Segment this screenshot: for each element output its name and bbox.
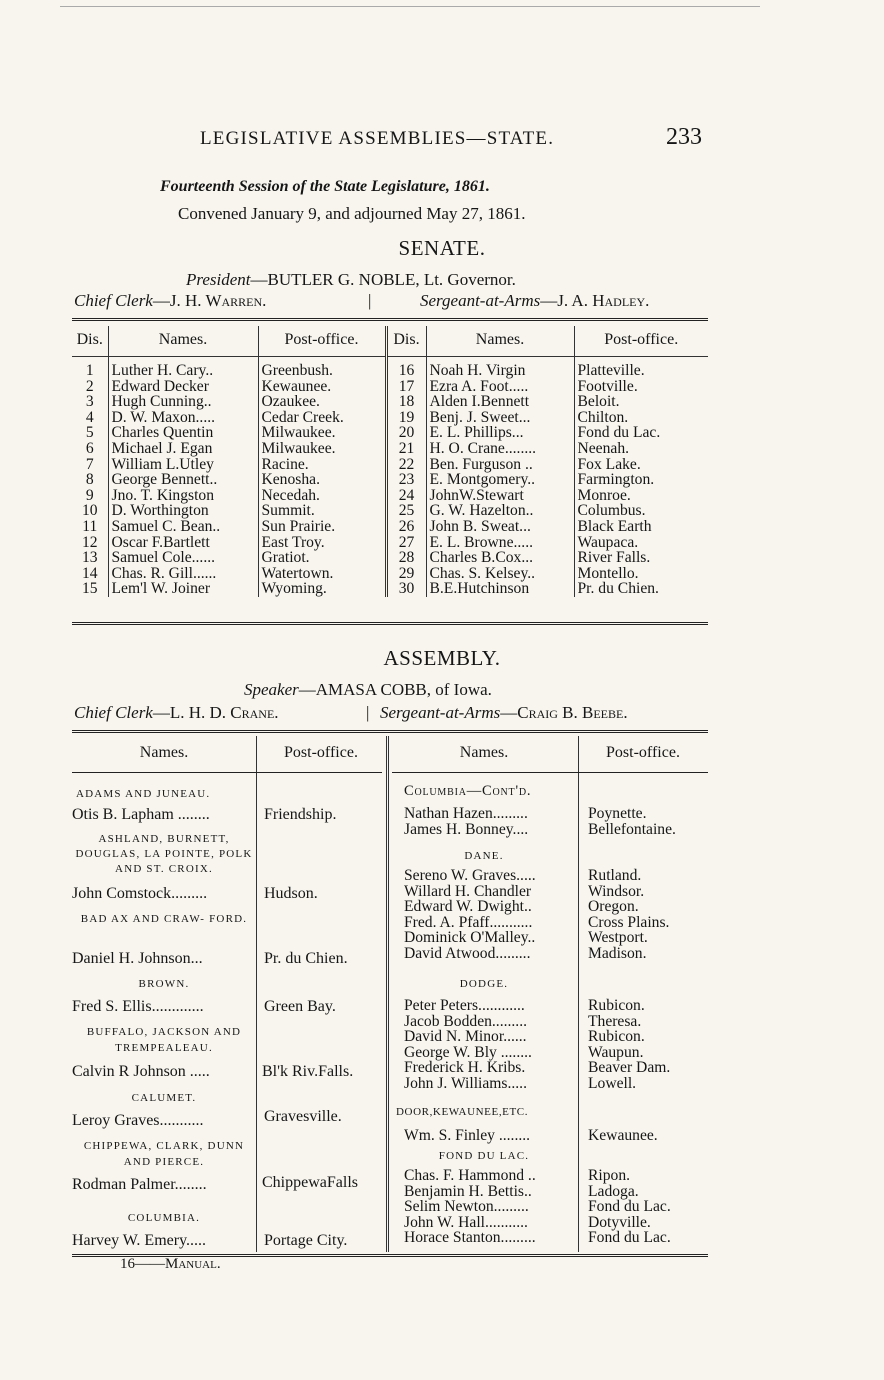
speaker-label: Speaker — [244, 680, 299, 699]
county-ashland-etc: ASHLAND, BURNETT, DOUGLAS, LA POINTE, POLK AND ST. CROIX. — [75, 833, 253, 875]
senator-name: Edward Decker — [108, 379, 258, 395]
list-item — [404, 997, 645, 1014]
member-post-office: Madison. — [588, 944, 647, 962]
member-name: Edward W. Dwight.. — [404, 898, 532, 916]
senate-row — [72, 457, 708, 473]
col-dis: Dis. — [72, 326, 108, 357]
asm-col-post-office-2: Post-office. — [606, 744, 680, 761]
member-name: Fred S. Ellis............. — [72, 998, 204, 1015]
post-office: River Falls. — [577, 549, 651, 567]
post-office: Fox Lake. — [577, 455, 641, 473]
member-post-office: Beaver Dam. — [588, 1059, 671, 1077]
door-members — [404, 1127, 658, 1144]
session-dates: Convened January 9, and adjourned May 27, 1861. — [178, 204, 526, 223]
senator-name: Charles B.Cox... — [426, 550, 574, 566]
senator-name: Noah H. Virgin — [426, 357, 574, 379]
member-post-office: Fond du Lac. — [588, 1198, 671, 1216]
senate-header-row — [72, 326, 708, 357]
post-office: Summit. — [258, 503, 386, 519]
page-number: 233 — [666, 124, 702, 150]
senate-row — [72, 472, 708, 488]
district-number: 9 — [72, 488, 108, 504]
senate-table-bottom-rule — [72, 622, 708, 625]
list-item — [404, 1074, 637, 1092]
member-post-office: Waupun. — [588, 1043, 644, 1061]
post-office: Montello. — [577, 564, 639, 582]
dane-members — [404, 867, 670, 962]
district-number: 8 — [72, 472, 108, 488]
member-name: Nathan Hazen......... — [404, 805, 528, 822]
sergeant-name: —J. A. Hadley. — [540, 291, 650, 310]
asm-header-rule-right — [392, 772, 708, 773]
post-office: Wyoming. — [258, 581, 386, 597]
district-number: 2 — [72, 379, 108, 395]
session-title: Fourteenth Session of the State Legislature, 1861. — [160, 178, 490, 195]
dodge-members — [404, 997, 671, 1092]
senator-name: Chas. S. Kelsey.. — [426, 566, 574, 582]
post-office: Waupaca. — [577, 533, 639, 551]
list-item — [404, 867, 642, 884]
post-office: Sun Prairie. — [258, 519, 386, 535]
assembly-clerk-line — [74, 703, 279, 723]
sergeant-label: Sergeant-at-Arms — [420, 291, 541, 310]
senator-name: John B. Sweat... — [426, 519, 574, 535]
member-name: Daniel H. Johnson... — [72, 950, 203, 967]
running-header-title: LEGISLATIVE ASSEMBLIES—STATE. — [200, 128, 555, 149]
member-post-office: ChippewaFalls — [262, 1174, 358, 1191]
assembly-speaker-line — [244, 680, 492, 700]
list-item — [404, 820, 676, 838]
county-columbia-continued: Columbia—Cont'd. — [404, 783, 532, 799]
member-name: Selim Newton......... — [404, 1198, 529, 1216]
post-office: Milwaukee. — [258, 441, 386, 457]
post-office: Greenbush. — [258, 357, 386, 379]
member-name: Rodman Palmer........ — [72, 1176, 207, 1193]
member-name: Wm. S. Finley ........ — [404, 1127, 531, 1144]
post-office: Beloit. — [577, 393, 620, 411]
senator-name: B.E.Hutchinson — [426, 581, 574, 597]
member-name: Dominick O'Malley.. — [404, 929, 536, 947]
senate-row — [72, 425, 708, 441]
clerk-name: —J. H. Warren. — [152, 291, 267, 310]
district-number: 10 — [72, 503, 108, 519]
senate-row — [72, 357, 708, 379]
member-post-office: Rubicon. — [588, 1028, 645, 1046]
member-post-office: Gravesville. — [264, 1108, 342, 1125]
district-number: 20 — [386, 425, 426, 441]
member-post-office: Pr. du Chien. — [264, 950, 348, 967]
district-number: 24 — [386, 488, 426, 504]
member-name: Jacob Bodden......... — [404, 1012, 527, 1030]
list-item — [404, 929, 648, 947]
list-item — [404, 1059, 671, 1077]
senate-row — [72, 519, 708, 535]
senate-table — [72, 326, 708, 597]
senator-name: Ezra A. Foot..... — [426, 379, 574, 395]
post-office: Kewaunee. — [258, 379, 386, 395]
member-post-office: Rubicon. — [588, 997, 645, 1014]
post-office: Neenah. — [577, 439, 630, 457]
list-item — [404, 1229, 671, 1247]
list-item — [404, 1012, 642, 1030]
post-office: Footville. — [577, 377, 638, 395]
assembly-heading: ASSEMBLY. — [383, 646, 501, 670]
clerk-label: Chief Clerk — [74, 291, 153, 310]
senate-row — [72, 550, 708, 566]
county-door-kewaunee: DOOR,KEWAUNEE,ETC. — [396, 1106, 529, 1118]
post-office: Milwaukee. — [258, 425, 386, 441]
member-post-office: Theresa. — [588, 1012, 642, 1030]
senator-name: H. O. Crane........ — [426, 441, 574, 457]
district-number: 21 — [386, 441, 426, 457]
list-item — [404, 1198, 671, 1216]
list-item — [404, 898, 639, 916]
district-number: 18 — [386, 394, 426, 410]
senator-name: Michael J. Egan — [108, 441, 258, 457]
member-name: Otis B. Lapham ........ — [72, 806, 210, 823]
senator-name: William L.Utley — [108, 457, 258, 473]
post-office: Farmington. — [577, 471, 655, 489]
member-post-office: Hudson. — [264, 885, 318, 902]
senator-name: Benj. J. Sweet... — [426, 410, 574, 426]
senator-name: Luther H. Cary.. — [108, 357, 258, 379]
post-office: Necedah. — [258, 488, 386, 504]
member-name: Chas. F. Hammond .. — [404, 1167, 536, 1184]
list-item — [404, 882, 645, 900]
member-post-office: Lowell. — [588, 1074, 637, 1092]
county-brown: BROWN. — [138, 978, 190, 990]
col-post-office: Post-office. — [258, 326, 386, 357]
post-office: Fond du Lac. — [577, 424, 661, 442]
member-post-office: Fond du Lac. — [588, 1229, 671, 1247]
member-name: Harvey W. Emery..... — [72, 1232, 207, 1249]
district-number: 29 — [386, 566, 426, 582]
fond-du-lac-members — [404, 1167, 671, 1247]
district-number: 14 — [72, 566, 108, 582]
col-post-office-2: Post-office. — [574, 326, 708, 357]
col-dis-2: Dis. — [386, 326, 426, 357]
county-dodge: DODGE. — [459, 978, 509, 990]
post-office: Black Earth — [577, 517, 652, 535]
district-number: 30 — [386, 581, 426, 597]
member-post-office: Ladoga. — [588, 1182, 639, 1200]
district-number: 26 — [386, 519, 426, 535]
member-post-office: Dotyville. — [588, 1213, 651, 1231]
district-number: 27 — [386, 535, 426, 551]
top-edge-rule — [60, 6, 760, 7]
senator-name: Lem'l W. Joiner — [108, 581, 258, 597]
list-item — [404, 1127, 658, 1144]
assembly-divider-1 — [256, 736, 257, 1252]
member-post-office: Bl'k Riv.Falls. — [262, 1063, 354, 1080]
district-number: 12 — [72, 535, 108, 551]
district-number: 7 — [72, 457, 108, 473]
asm-col-names: Names. — [139, 744, 189, 761]
senator-name: Hugh Cunning.. — [108, 394, 258, 410]
senator-name: D. W. Maxon..... — [108, 410, 258, 426]
member-name: David Atwood......... — [404, 944, 531, 962]
county-fond-du-lac: FOND DU LAC. — [438, 1150, 530, 1162]
member-name: Fred. A. Pfaff........... — [404, 913, 533, 931]
post-office: Columbus. — [577, 502, 646, 520]
senator-name: Ben. Furguson .. — [426, 457, 574, 473]
senate-row — [72, 441, 708, 457]
col-names: Names. — [108, 326, 258, 357]
member-name: David N. Minor...... — [404, 1028, 527, 1046]
member-name: Frederick H. Kribs. — [404, 1059, 526, 1077]
member-name: John Comstock......... — [72, 885, 208, 902]
assembly-sergeant-name: —Craig B. Beebe. — [500, 703, 628, 722]
member-post-office: Cross Plains. — [588, 913, 670, 931]
post-office: Monroe. — [577, 486, 631, 504]
post-office: Platteville. — [577, 362, 645, 379]
district-number: 23 — [386, 472, 426, 488]
list-item — [404, 1028, 645, 1046]
member-post-office: Kewaunee. — [588, 1127, 658, 1144]
county-chippewa-clark: CHIPPEWA, CLARK, DUNN AND PIERCE. — [83, 1140, 245, 1168]
senate-sergeant-line — [420, 291, 649, 311]
county-bad-ax-crawford: BAD AX AND CRAW- FORD. — [80, 913, 248, 925]
member-name: James H. Bonney.... — [404, 820, 529, 838]
member-name: Willard H. Chandler — [404, 882, 532, 900]
post-office: Chilton. — [577, 408, 629, 426]
senate-row — [72, 535, 708, 551]
senator-name: D. Worthington — [108, 503, 258, 519]
member-post-office: Bellefontaine. — [588, 820, 676, 838]
asm-header-rule-left — [72, 772, 382, 773]
asm-col-names-2: Names. — [459, 744, 509, 761]
district-number: 19 — [386, 410, 426, 426]
assembly-officer-separator: | — [366, 703, 370, 722]
senator-name: E. L. Browne..... — [426, 535, 574, 551]
post-office: Kenosha. — [258, 472, 386, 488]
senate-row — [72, 379, 708, 395]
district-number: 1 — [72, 357, 108, 379]
district-number: 3 — [72, 394, 108, 410]
member-post-office: Oregon. — [588, 898, 639, 916]
assembly-table-top-rule — [72, 730, 708, 733]
senate-table-top-rule — [72, 318, 708, 321]
list-item — [404, 1213, 651, 1231]
assembly-clerk-name: —L. H. D. Crane. — [152, 703, 279, 722]
post-office: Ozaukee. — [258, 394, 386, 410]
senator-name: Chas. R. Gill...... — [108, 566, 258, 582]
district-number: 6 — [72, 441, 108, 457]
county-columbia: COLUMBIA. — [127, 1212, 201, 1224]
list-item — [404, 1043, 644, 1061]
district-number: 16 — [386, 357, 426, 379]
senator-name: E. L. Phillips... — [426, 425, 574, 441]
district-number: 13 — [72, 550, 108, 566]
member-post-office: Green Bay. — [264, 998, 336, 1015]
senator-name: G. W. Hazelton.. — [426, 503, 574, 519]
senator-name: Charles Quentin — [108, 425, 258, 441]
senator-name: JohnW.Stewart — [426, 488, 574, 504]
district-number: 15 — [72, 581, 108, 597]
member-name: Sereno W. Graves..... — [404, 867, 536, 884]
member-post-office: Ripon. — [588, 1167, 631, 1184]
district-number: 28 — [386, 550, 426, 566]
member-name: Horace Stanton......... — [404, 1229, 536, 1247]
district-number: 22 — [386, 457, 426, 473]
senator-name: Jno. T. Kingston — [108, 488, 258, 504]
member-name: Leroy Graves........... — [72, 1112, 204, 1129]
district-number: 11 — [72, 519, 108, 535]
district-number: 4 — [72, 410, 108, 426]
col-names-2: Names. — [426, 326, 574, 357]
senate-row — [72, 581, 708, 597]
member-name: Benjamin H. Bettis.. — [404, 1182, 532, 1200]
senator-name: Oscar F.Bartlett — [108, 535, 258, 551]
footer-signature — [120, 1256, 221, 1273]
member-post-office: Windsor. — [588, 882, 645, 900]
post-office: Gratiot. — [258, 550, 386, 566]
senator-name: Samuel C. Bean.. — [108, 519, 258, 535]
senator-name: Alden I.Bennett — [426, 394, 574, 410]
member-post-office: Portage City. — [264, 1232, 348, 1249]
assembly-clerk-label: Chief Clerk — [74, 703, 153, 722]
member-name: Peter Peters............ — [404, 997, 525, 1014]
list-item — [404, 1167, 631, 1184]
county-dane: DANE. — [464, 850, 504, 862]
president-name: —BUTLER G. NOBLE, Lt. Governor. — [250, 270, 516, 289]
president-label: President — [186, 270, 251, 289]
post-office: Racine. — [258, 457, 386, 473]
assembly-divider-2 — [386, 736, 389, 1252]
senate-row — [72, 488, 708, 504]
senate-clerk-line — [74, 291, 266, 311]
assembly-sergeant-line — [380, 703, 628, 723]
assembly-divider-3 — [578, 736, 579, 1252]
list-item — [404, 805, 647, 822]
post-office: Cedar Creek. — [258, 410, 386, 426]
member-name: Calvin R Johnson ..... — [72, 1063, 210, 1080]
post-office: Watertown. — [258, 566, 386, 582]
senate-row — [72, 410, 708, 426]
post-office: Pr. du Chien. — [577, 580, 659, 598]
county-calumet: CALUMET. — [131, 1092, 197, 1104]
county-adams-juneau: ADAMS AND JUNEAU. — [76, 788, 211, 800]
member-post-office: Westport. — [588, 929, 648, 947]
district-number: 25 — [386, 503, 426, 519]
district-number: 17 — [386, 379, 426, 395]
district-number: 5 — [72, 425, 108, 441]
list-item — [404, 944, 647, 962]
county-buffalo-jackson: BUFFALO, JACKSON AND TREMPEALEAU. — [86, 1026, 242, 1054]
list-item — [404, 1182, 639, 1200]
member-post-office: Friendship. — [264, 806, 337, 823]
senate-row — [72, 394, 708, 410]
member-post-office: Poynette. — [588, 805, 647, 822]
officer-separator: | — [368, 291, 372, 310]
asm-col-post-office: Post-office. — [284, 744, 358, 761]
speaker-name: —AMASA COBB, of Iowa. — [298, 680, 492, 699]
senate-row — [72, 566, 708, 582]
senate-heading: SENATE. — [398, 236, 486, 260]
signature-mark: 16——Manual. — [120, 1256, 221, 1272]
senator-name: George Bennett.. — [108, 472, 258, 488]
senate-president-line — [186, 270, 516, 290]
senator-name: E. Montgomery.. — [426, 472, 574, 488]
list-item — [404, 913, 670, 931]
columbia-members — [404, 805, 676, 838]
post-office: East Troy. — [258, 535, 386, 551]
member-name: John W. Hall........... — [404, 1213, 528, 1231]
member-name: John J. Williams..... — [404, 1074, 527, 1092]
senate-row — [72, 503, 708, 519]
member-name: George W. Bly ........ — [404, 1043, 532, 1061]
assembly-sergeant-label: Sergeant-at-Arms — [380, 703, 501, 722]
senator-name: Samuel Cole...... — [108, 550, 258, 566]
member-post-office: Rutland. — [588, 867, 642, 884]
